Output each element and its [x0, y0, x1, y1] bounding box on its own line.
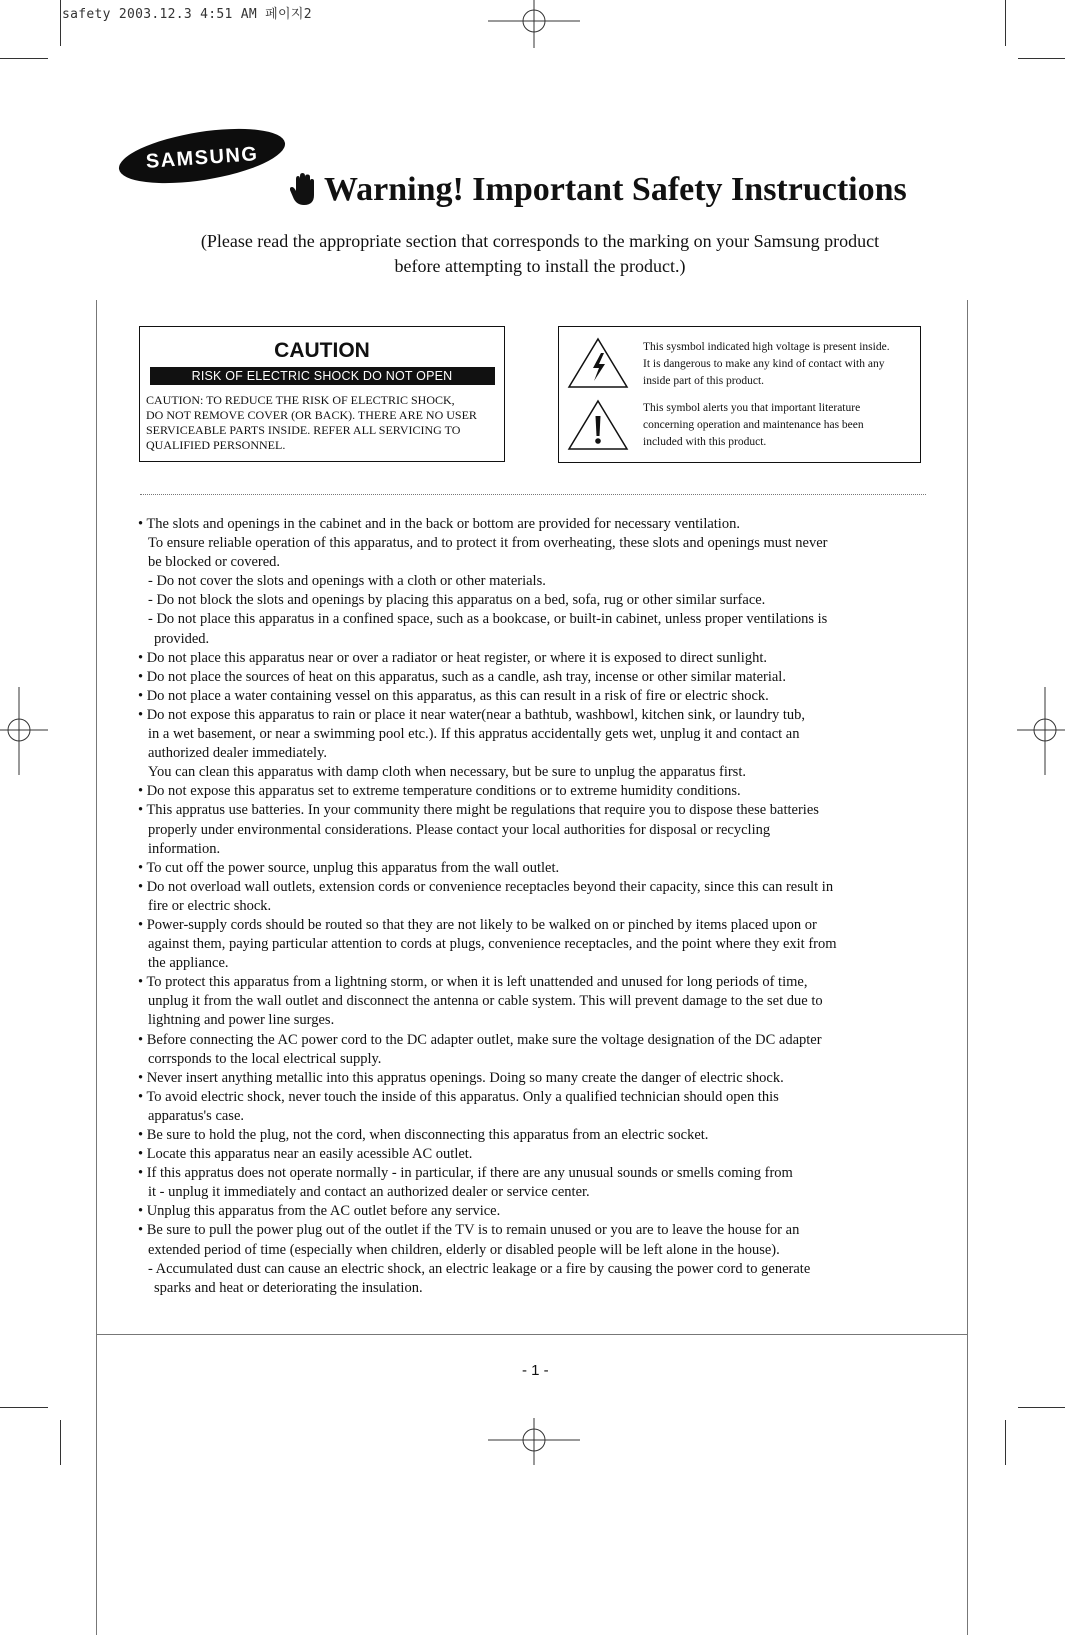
crop-mark	[0, 1407, 48, 1408]
instruction-line: provided.	[154, 630, 210, 647]
symbol-line: This sysmbol indicated high voltage is present inside.	[643, 341, 890, 353]
instruction-line: - Do not cover the slots and openings with a cloth or other materials.	[148, 573, 546, 590]
samsung-logo-text: SAMSUNG	[145, 143, 260, 173]
symbol-line: This symbol alerts you that important literature	[643, 402, 861, 414]
instruction-line: • Be sure to hold the plug, not the cord, when disconnecting this apparatus from an electric socket.	[138, 1127, 709, 1143]
symbol-line: concerning operation and maintenance has been	[643, 419, 864, 431]
high-voltage-warning-icon	[567, 337, 629, 389]
samsung-logo	[116, 128, 292, 184]
caution-text	[146, 393, 504, 453]
crop-mark	[0, 58, 48, 59]
crop-mark	[1005, 0, 1006, 46]
instruction-line: apparatus's case.	[148, 1107, 245, 1124]
print-header: safety 2003.12.3 4:51 AM 페이지2	[62, 7, 312, 22]
instruction-line: • To protect this apparatus from a lightning storm, or when it is left unattended and unused for long periods of time,	[138, 974, 808, 991]
symbol-description	[643, 339, 890, 390]
instruction-line: To ensure reliable operation of this apparatus, and to protect it from overheating, these slots and openings must never	[148, 535, 828, 552]
safety-instructions	[138, 515, 928, 1298]
instruction-line: • Do not place a water containing vessel on this apparatus, as this can result in a risk of fire or electric shock.	[138, 687, 769, 704]
instruction-line: • Do not expose this apparatus set to extreme temperature conditions or to extreme humidity conditions.	[138, 783, 741, 800]
instruction-line: • Before connecting the AC power cord to the DC adapter outlet, make sure the voltage designation of the DC adapter	[138, 1031, 822, 1048]
instruction-line: • Do not place the sources of heat on this apparatus, such as a candle, ash tray, incense or other similar material.	[138, 668, 786, 685]
instruction-line: be blocked or covered.	[148, 554, 281, 571]
instruction-line: it - unplug it immediately and contact an authorized dealer or service center.	[148, 1184, 590, 1201]
instruction-line: corrsponds to the local electrical supply.	[148, 1050, 382, 1067]
symbol-line: inside part of this product.	[643, 375, 765, 387]
caution-line: DO NOT REMOVE COVER (OR BACK). THERE ARE NO USER	[146, 408, 477, 422]
caution-line: SERVICEABLE PARTS INSIDE. REFER ALL SERVICING TO	[146, 423, 461, 437]
instruction-line: • The slots and openings in the cabinet and in the back or bottom are provided for necessary ventilation.	[138, 516, 740, 532]
instruction-line: against them, paying particular attention to cords at plugs, convenience receptacles, and the point where they exit from	[148, 936, 837, 953]
content-frame-right	[967, 300, 968, 1635]
registration-mark-right	[1017, 687, 1065, 775]
symbol-description	[643, 400, 864, 451]
caution-title: CAUTION	[274, 339, 370, 362]
registration-mark-top	[488, 0, 580, 48]
crop-mark	[60, 0, 61, 46]
instruction-line: • Never insert anything metallic into this appratus openings. Doing so many create the danger of electric shock.	[138, 1069, 784, 1086]
instruction-line: sparks and heat or deteriorating the insulation.	[154, 1279, 423, 1296]
registration-mark-left	[0, 687, 48, 775]
instruction-line: properly under environmental considerations. Please contact your local authorities for disposal or recycling	[148, 821, 771, 838]
instruction-line: the appliance.	[148, 955, 229, 972]
section-divider	[140, 494, 926, 495]
subtitle-line: before attempting to install the product.)	[394, 256, 686, 276]
instruction-line: in a wet basement, or near a swimming pool etc.). If this appratus accidentally gets wet, unplug it and contact an	[148, 726, 800, 743]
instruction-line: information.	[148, 840, 221, 857]
instruction-line: - Do not block the slots and openings by placing this apparatus on a bed, sofa, rug or other similar surface.	[148, 592, 766, 609]
caution-line: QUALIFIED PERSONNEL.	[146, 438, 286, 452]
crop-mark	[1018, 1407, 1065, 1408]
instruction-line: • Be sure to pull the power plug out of the outlet if the TV is to remain unused or you are to leave the house for an	[138, 1222, 800, 1239]
instruction-line: • Do not place this apparatus near or over a radiator or heat register, or where it is exposed to direct sunlight.	[138, 649, 767, 666]
instruction-line: • Do not overload wall outlets, extension cords or convenience receptacles beyond their capacity, since this can result in	[138, 878, 834, 895]
page-title-text: Warning! Important Safety Instructions	[324, 171, 907, 208]
symbol-line: It is dangerous to make any kind of contact with any	[643, 358, 885, 370]
risk-banner: RISK OF ELECTRIC SHOCK DO NOT OPEN	[150, 367, 495, 385]
instruction-line: • To avoid electric shock, never touch the inside of this apparatus. Only a qualified technician should open this	[138, 1088, 779, 1105]
page-number: - 1 -	[522, 1362, 549, 1379]
instruction-line: unplug it from the wall outlet and disconnect the antenna or cable system. This will prevent damage to the set due to	[148, 993, 823, 1010]
instruction-line: - Accumulated dust can cause an electric shock, an electric leakage or a fire by causing the power cord to generate	[148, 1260, 811, 1277]
symbol-line: included with this product.	[643, 436, 767, 448]
instruction-line: You can clean this apparatus with damp cloth when necessary, but be sure to unplug the apparatus first.	[148, 764, 746, 781]
symbols-box	[558, 326, 921, 463]
instruction-line: • Unplug this apparatus from the AC outlet before any service.	[138, 1203, 501, 1220]
instruction-line: • Power-supply cords should be routed so that they are not likely to be walked on or pinched by items placed upon or	[138, 916, 817, 933]
instruction-line: - Do not place this apparatus in a confined space, such as a bookcase, or built-in cabinet, unless proper ventilations is	[148, 611, 828, 628]
subtitle	[150, 229, 930, 279]
content-frame-left	[96, 300, 97, 1635]
instruction-line: authorized dealer immediately.	[148, 745, 328, 762]
page-title	[290, 171, 907, 209]
instruction-line: • If this appratus does not operate normally - in particular, if there are any unusual sounds or smells coming from	[138, 1165, 793, 1182]
crop-mark	[1018, 58, 1065, 59]
caution-box	[139, 326, 505, 462]
subtitle-line: (Please read the appropriate section that corresponds to the marking on your Samsung product	[200, 231, 880, 251]
samsung-logo-icon	[116, 128, 292, 184]
content-frame-bottom	[96, 1334, 968, 1335]
instruction-line: • Locate this apparatus near an easily acessible AC outlet.	[138, 1146, 473, 1163]
instruction-line: fire or electric shock.	[148, 897, 272, 914]
hand-warning-icon	[290, 173, 316, 207]
instruction-line: • Do not expose this apparatus to rain or place it near water(near a bathtub, washbowl, kitchen sink, or laundry tub,	[138, 706, 806, 723]
instruction-line: • To cut off the power source, unplug this apparatus from the wall outlet.	[138, 859, 560, 876]
instruction-line: extended period of time (especially when children, elderly or disabled people will be left alone in the house).	[148, 1241, 780, 1258]
instruction-line: lightning and power line surges.	[148, 1012, 335, 1029]
crop-mark	[1005, 1420, 1006, 1465]
caution-line: CAUTION: TO REDUCE THE RISK OF ELECTRIC SHOCK,	[146, 393, 455, 407]
crop-mark	[60, 1420, 61, 1465]
registration-mark-bottom	[488, 1418, 580, 1465]
instruction-line: • This appratus use batteries. In your community there might be regulations that require you to dispose these batteries	[138, 802, 819, 819]
exclamation-warning-icon	[567, 399, 629, 451]
